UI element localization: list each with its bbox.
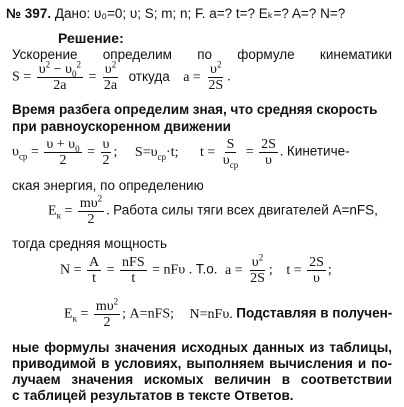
problem-number: № 397. bbox=[6, 6, 52, 21]
formula-average-velocity: $\upsilon_{ср}$ = $\frac{\upsilon + \upsilon_0}{2}$ = $\frac{\upsilon}{2}$ ; $S=\upsilon_{ср}\cdot t$; t = $\frac{S}{\upsilon_{ср}}$ = $\frac{2S}{\upsilon}$ . Кинетиче- bbox=[12, 137, 350, 170]
word-otkuda: откуда bbox=[128, 68, 170, 84]
formula-energy: $E_к$ = $\frac{m\upsilon^2}{2}$ . Работа силы тяги всех двигателей A=nFS, bbox=[48, 193, 378, 227]
paragraph-time-1: Время разбега определим зная, что средняя скорость bbox=[12, 102, 378, 117]
problem-given: Дано: υ₀=0; υ; S; m; n; F. a=? t=? Eₖ=? A=? N=? bbox=[54, 6, 346, 21]
paragraph-power: тогда средняя мощность bbox=[12, 236, 167, 251]
formula-final: $E_к$ = $\frac{m\upsilon^2}{2}$ ; A=nFS; N=nFυ. Подставляя в получен- bbox=[64, 296, 393, 330]
paragraph-final-1: ные формулы значения исходных данных из таблицы, bbox=[12, 340, 392, 355]
word-to: Т.о. bbox=[195, 261, 218, 277]
paragraph-final-inline: Подставляя в получен- bbox=[236, 305, 393, 321]
paragraph-acceleration: Ускорение определим по формуле кинематики bbox=[12, 47, 392, 62]
formula-kinematics: S = $\frac{\upsilon^2 - \upsilon_0^2}{2a}$ = $\frac{\upsilon^2}{2a}$ откуда a = $\frac{\upsilon^2}{2S}$ . bbox=[12, 59, 231, 93]
paragraph-energy: ская энергия, по определению bbox=[12, 178, 204, 193]
paragraph-final-3: лучаем значения искомых величин в соответствии bbox=[12, 372, 392, 387]
problem-header bbox=[6, 6, 345, 22]
formula-power: N = $\frac{A}{t}$ = $\frac{\text{nFS}}{t}$ = nFυ . Т.о. a = $\frac{\upsilon^2}{2S}$ ; t = $\frac{2S}{\upsilon}$ ; bbox=[60, 252, 332, 286]
paragraph-final-2: приводимой в условиях, выполняем вычисления и по- bbox=[12, 356, 392, 371]
word-kinetic: Кинетиче- bbox=[286, 143, 350, 159]
paragraph-final-4: с таблицей результатов в тексте Ответов. bbox=[12, 388, 294, 403]
paragraph-time-2: при равноускоренном движении bbox=[12, 119, 231, 134]
solution-heading: Решение: bbox=[58, 30, 124, 46]
paragraph-work: Работа силы тяги всех двигателей A=nFS, bbox=[113, 202, 378, 218]
